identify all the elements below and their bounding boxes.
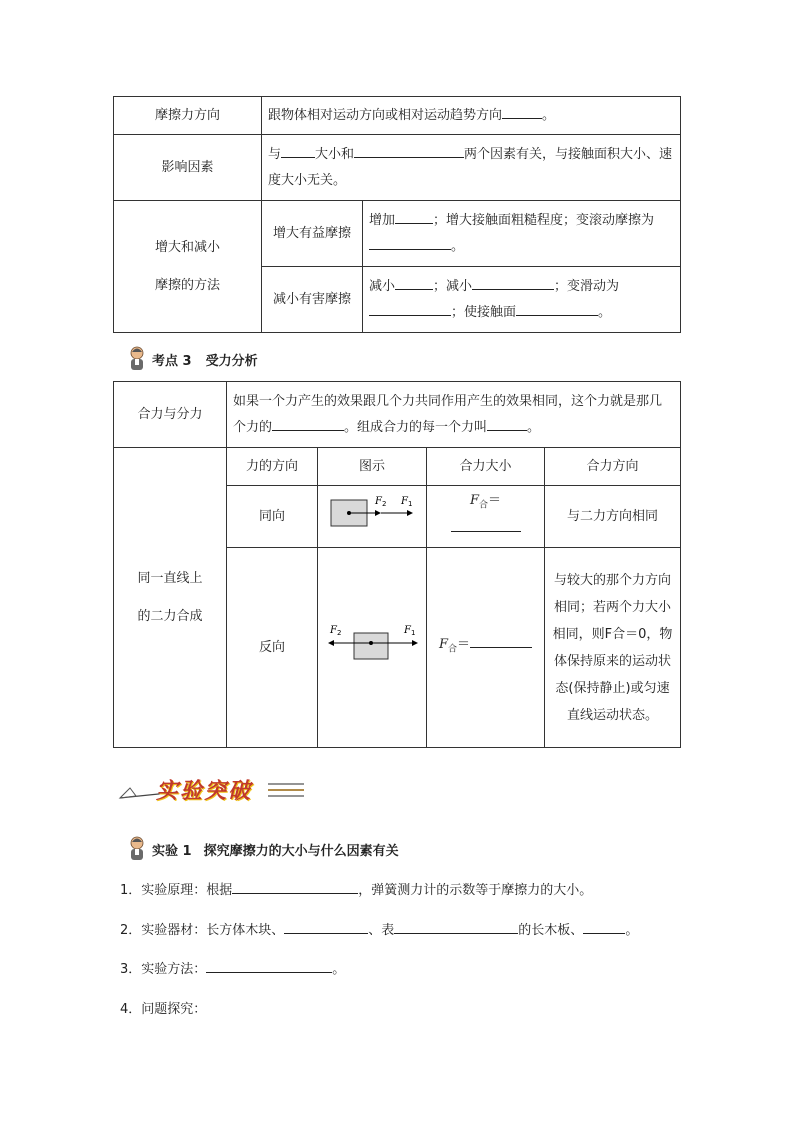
blank[interactable] [281,143,315,158]
col-diagram: 图示 [318,448,427,486]
blank[interactable] [502,104,542,119]
col-resultant-size: 合力大小 [427,448,545,486]
opposite-direction-label: 反向 [227,548,318,748]
resultant-force-label: 合力与分力 [114,382,227,448]
svg-text:2: 2 [337,628,342,637]
teacher-icon [128,346,146,372]
same-direction-diagram [318,486,427,548]
blank[interactable] [487,416,527,431]
svg-text:1: 1 [411,628,416,637]
blank[interactable] [369,301,451,316]
reduce-friction-content: 减小 ；减小 ；变滑动为；使接触面 。 [363,267,681,333]
opposite-direction-result-direction: 与较大的那个力方向相同；若两个力大小相同，则F合＝0，物体保持原来的运动状态(保持静止)或匀速直线运动状态。 [545,548,681,748]
blank[interactable] [470,633,532,648]
experiment-method: 3．实验方法： 。 [120,958,345,977]
blank[interactable] [395,209,433,224]
opposite-direction-resultant: $F_合=$ [427,548,545,748]
blank[interactable] [516,301,598,316]
friction-direction-content: 跟物体相对运动方向或相对运动趋势方向 。 [262,97,681,135]
friction-table [113,96,681,333]
friction-direction-label: 摩擦力方向 [114,97,262,135]
opposite-direction-diagram [318,548,427,748]
blank[interactable] [395,275,433,290]
influence-factors-content: 与 大小和 两个因素有关，与接触面积大小、速度大小无关。 [262,135,681,201]
experiment-heading-1: 实验 1 探究摩擦力的大小与什么因素有关 [128,836,399,862]
f1-label: F [401,495,408,507]
col-force-direction: 力的方向 [227,448,318,486]
increase-friction-label: 增大有益摩擦 [262,201,363,267]
blank[interactable] [369,235,451,250]
section-heading-3: 考点 3 受力分析 [128,346,258,372]
experiment-banner [118,770,308,806]
methods-label: 增大和减小 摩擦的方法 [114,201,262,333]
col-resultant-direction: 合力方向 [545,448,681,486]
teacher-icon [128,836,146,862]
blank[interactable] [272,416,344,431]
blank[interactable] [284,919,368,934]
banner-text: 实验突破 [156,779,253,804]
collinear-forces-label: 同一直线上 的二力合成 [114,448,227,748]
same-direction-result-direction: 与二力方向相同 [545,486,681,548]
svg-text:1: 1 [408,499,413,508]
same-direction-resultant: $F_合=$ [427,486,545,548]
opposite-direction-force-diagram [324,621,420,665]
blank[interactable] [394,919,518,934]
same-direction-force-diagram [327,492,417,532]
f2-label: F [330,624,337,636]
svg-text:2: 2 [382,499,387,508]
blank[interactable] [451,517,521,532]
experiment-questions: 4．问题探究： [120,1002,207,1017]
blank[interactable] [232,879,358,894]
same-direction-label: 同向 [227,486,318,548]
blank[interactable] [472,275,554,290]
experiment-equipment: 2．实验器材：长方体木块、 、表 的长木板、 。 [120,919,638,938]
f1-label: F [404,624,411,636]
experiment-principle: 1．实验原理：根据 ，弹簧测力计的示数等于摩擦力的大小。 [120,879,592,898]
f2-label: F [375,495,382,507]
reduce-friction-label: 减小有害摩擦 [262,267,363,333]
blank[interactable] [354,143,464,158]
blank[interactable] [583,919,625,934]
increase-friction-content: 增加 ；增大接触面粗糙程度；变滚动摩擦为。 [363,201,681,267]
influence-factors-label: 影响因素 [114,135,262,201]
force-analysis-table [113,381,681,748]
resultant-force-content: 如果一个力产生的效果跟几个力共同作用产生的效果相同，这个力就是那几个力的 。组成合力的每一个力叫 。 [227,382,681,448]
blank[interactable] [206,958,332,973]
